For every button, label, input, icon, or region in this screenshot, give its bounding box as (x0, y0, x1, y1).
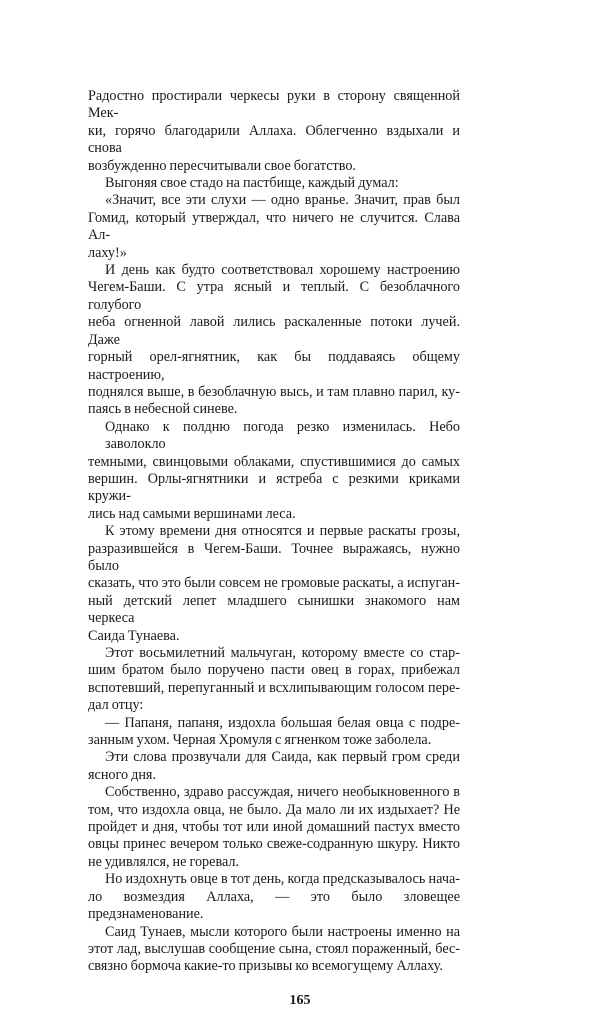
text-line: вспотевший, перепуганный и всхлипывающим голосом пере- (88, 679, 460, 696)
text-line: лись над самыми вершинами леса. (88, 505, 296, 522)
text-line: связно бормоча какие-то призывы ко всемогущему Аллаху. (88, 958, 443, 975)
paragraph (88, 871, 460, 923)
text-line: разразившейся в Чегем-Баши. Точнее выражаясь, нужно было (88, 540, 460, 574)
text-line: Но издохнуть овце в тот день, когда предсказывалось нача- (105, 871, 460, 888)
text-line: шим братом было поручено пасти овец в горах, прибежал (88, 662, 460, 679)
text-line: Однако к полдню погода резко изменилась. Небо заволокло (105, 418, 460, 453)
text-line: Саида Тунаева. (88, 627, 180, 644)
body-text (88, 88, 460, 976)
paragraph (88, 645, 460, 715)
text-line: Саид Тунаев, мысли которого были настроены именно на (105, 923, 460, 940)
text-line: лаху!» (88, 244, 127, 261)
text-line: ясного дня. (88, 766, 156, 783)
text-line: ло возмездия Аллаха, — это было зловещее предзнаменование. (88, 888, 460, 923)
text-line: Эти слова прозвучали для Саида, как первый гром среди (105, 749, 460, 766)
paragraph (88, 749, 460, 784)
text-line: Чегем-Баши. С утра ясный и теплый. С безоблачного голубого (88, 279, 460, 313)
text-line: К этому времени дня относятся и первые раскаты грозы, (105, 523, 460, 540)
paragraph (88, 784, 460, 871)
paragraph (88, 715, 460, 750)
text-line: овцы принес вечером только свеже-содранную шкуру. Никто (88, 836, 460, 853)
text-line: поднялся выше, в безоблачную высь, и там плавно парил, ку- (88, 383, 460, 400)
page (88, 88, 460, 1010)
text-line: «Значит, все эти слухи — одно вранье. Значит, прав был (105, 192, 460, 209)
paragraph (88, 262, 460, 419)
text-line: Радостно простирали черкесы руки в сторону священной Мек- (88, 88, 460, 122)
paragraph (88, 924, 460, 976)
page-number: 165 (289, 992, 311, 1008)
text-line: Собственно, здраво рассуждая, ничего необыкновенного в (105, 784, 460, 801)
text-line: ный детский лепет младшего сынишки знакомого нам черкеса (88, 592, 460, 627)
text-line: Гомид, который утверждал, что ничего не случится. Слава Ал- (88, 209, 460, 244)
text-line: этот лад, выслушав сообщение сына, стоял пораженный, бес- (88, 940, 460, 957)
paragraph (88, 192, 460, 262)
paragraph (88, 88, 460, 175)
text-line: горный орел-ягнятник, как бы поддаваясь общему настроению, (88, 349, 460, 383)
text-line: паясь в небесной синеве. (88, 401, 238, 418)
text-line: не удивлялся, не горевал. (88, 853, 240, 870)
text-line: вершин. Орлы-ягнятники и ястреба с резкими криками кружи- (88, 470, 460, 505)
text-line: Выгоняя свое стадо на пастбище, каждый думал: (105, 175, 399, 192)
text-line: возбужденно пересчитывали свое богатство. (88, 157, 356, 174)
text-line: том, что издохла овца, не было. Да мало ли их издыхает? Не (88, 801, 460, 818)
text-line: темными, свинцовыми облаками, спустившимися до самых (88, 453, 460, 470)
text-line: неба огненной лавой лились раскаленные потоки лучей. Даже (88, 314, 460, 348)
text-line: сказать, что это были совсем не громовые раскаты, а испуган- (88, 575, 460, 592)
text-line: Этот восьмилетний мальчуган, которому вместе со стар- (105, 645, 460, 661)
text-line: — Папаня, папаня, издохла большая белая овца с подре- (105, 714, 460, 731)
text-line: занным ухом. Черная Хромуля с ягненком тоже заболела. (88, 732, 432, 749)
text-line: дал отцу: (88, 697, 144, 714)
paragraph (88, 175, 460, 192)
text-line: пройдет и дня, чтобы тот или иной домашний пастух вместо (88, 819, 460, 836)
paragraph (88, 523, 460, 645)
text-line: ки, горячо благодарили Аллаха. Облегченно вздыхали и снова (88, 122, 460, 157)
text-line: И день как будто соответствовал хорошему настроению (105, 262, 460, 279)
paragraph (88, 419, 460, 523)
